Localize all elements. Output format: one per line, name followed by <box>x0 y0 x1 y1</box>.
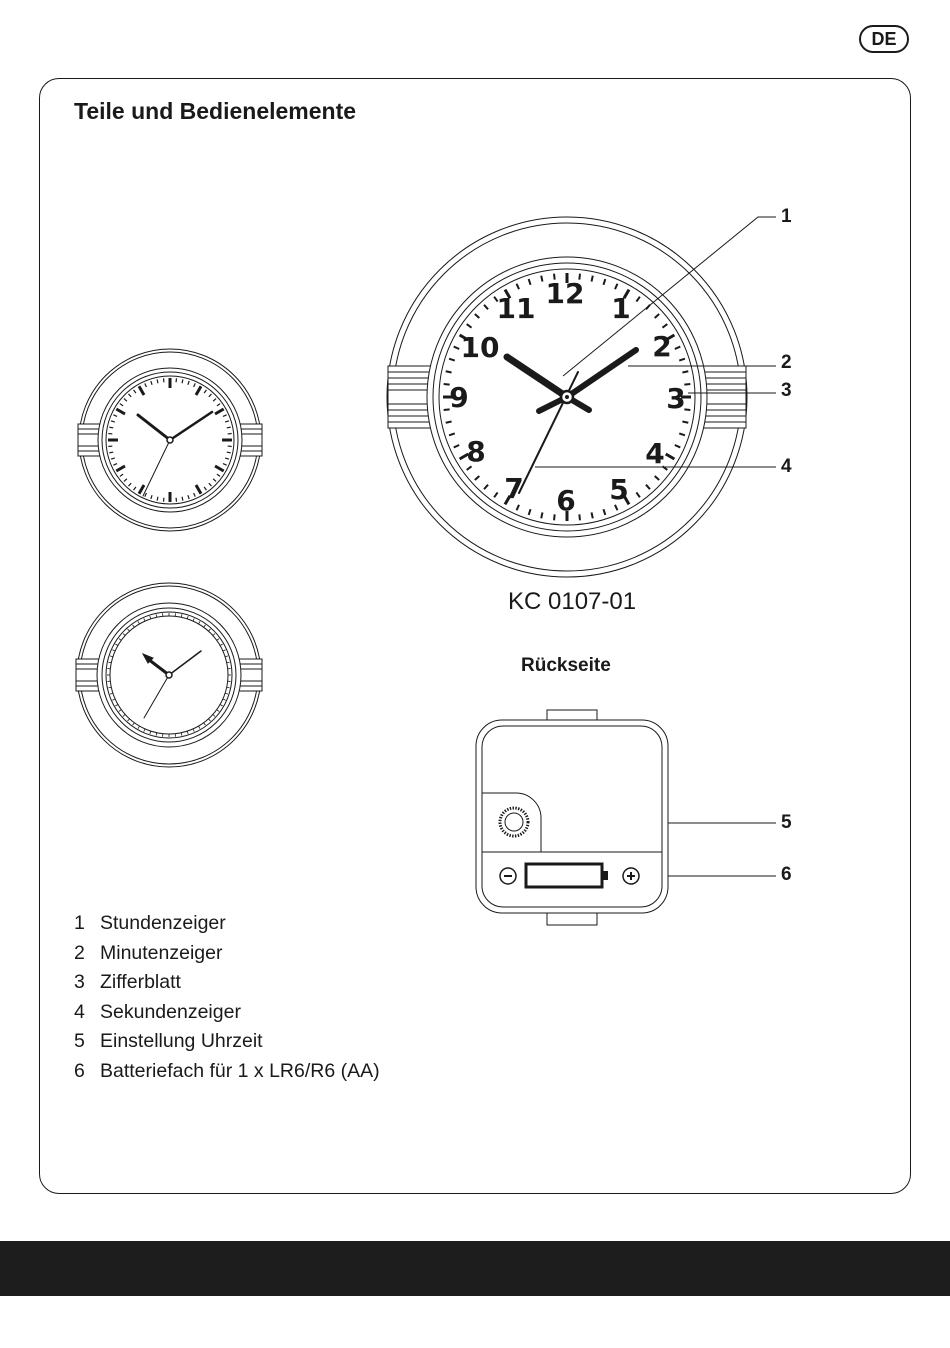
minute-tick <box>579 514 580 520</box>
legend-number: 6 <box>74 1059 85 1082</box>
model-label: KC 0107-01 <box>508 588 637 615</box>
back-side-label: Rückseite <box>521 655 611 676</box>
legend-number: 5 <box>74 1030 85 1052</box>
minute-tick <box>541 276 542 282</box>
small-clock-2-ridges-left <box>76 659 100 691</box>
minute-tick <box>682 371 688 372</box>
page-title: Teile und Bedienelemente <box>74 98 357 124</box>
dial-numeral-11: 11 <box>496 292 536 325</box>
dial-numeral-4: 4 <box>645 437 665 470</box>
small-clock-2-ridges-right <box>238 659 262 691</box>
legend-text: Minutenzeiger <box>100 941 223 964</box>
legend-text: Sekundenzeiger <box>100 1000 241 1023</box>
dial-numeral-2: 2 <box>652 330 672 363</box>
legend-item <box>74 1057 380 1087</box>
minute-tick <box>157 497 158 501</box>
callout-4: 4 <box>781 456 792 477</box>
legend-text: Batteriefach für 1 x LR6/R6 (AA) <box>100 1059 380 1082</box>
minute-tick <box>592 276 593 282</box>
legend-text: Zifferblatt <box>100 971 181 993</box>
dial-numeral-10: 10 <box>460 331 500 364</box>
legend-number: 2 <box>74 941 85 964</box>
callout-5: 5 <box>781 812 792 833</box>
dial-numeral-6: 6 <box>556 484 576 517</box>
minute-tick <box>109 452 113 453</box>
main-clock-bezel-ridges-left <box>388 366 432 428</box>
dial-numeral-5: 5 <box>609 473 629 506</box>
minute-tick <box>109 427 113 428</box>
callout-2: 2 <box>781 352 792 373</box>
legend-item <box>74 909 380 939</box>
dial-numeral-1: 1 <box>611 292 631 325</box>
legend-number: 3 <box>74 971 85 993</box>
minute-tick <box>182 497 183 501</box>
minute-tick <box>446 422 452 423</box>
footer-bar <box>0 1241 950 1296</box>
minute-tick <box>182 379 183 383</box>
minute-tick <box>227 427 231 428</box>
legend-text: Stundenzeiger <box>100 912 226 934</box>
dial-numeral-3: 3 <box>666 382 686 415</box>
legend-item <box>74 1027 380 1057</box>
dial-numeral-7: 7 <box>504 472 524 505</box>
minute-tick <box>554 514 555 520</box>
legend-item <box>74 968 380 998</box>
main-clock-bezel-ridges-right <box>702 366 746 428</box>
parts-legend <box>74 909 380 1086</box>
legend-text: Einstellung Uhrzeit <box>100 1030 263 1052</box>
callout-3: 3 <box>781 380 792 401</box>
minute-tick <box>541 512 542 518</box>
back-side <box>476 710 668 925</box>
language-badge: DE <box>859 25 909 53</box>
legend-number: 1 <box>74 912 85 934</box>
callout-1: 1 <box>781 206 792 227</box>
dial-numeral-12: 12 <box>545 277 585 310</box>
dial-numeral-8: 8 <box>466 435 486 468</box>
legend-item <box>74 939 380 969</box>
minute-tick <box>157 379 158 383</box>
minute-tick <box>227 452 231 453</box>
minute-tick <box>682 422 688 423</box>
callout-6: 6 <box>781 864 792 885</box>
legend-number: 4 <box>74 1000 85 1023</box>
dial-numeral-9: 9 <box>449 381 469 414</box>
minute-tick <box>592 512 593 518</box>
legend-item <box>74 998 380 1028</box>
minute-tick <box>446 371 452 372</box>
